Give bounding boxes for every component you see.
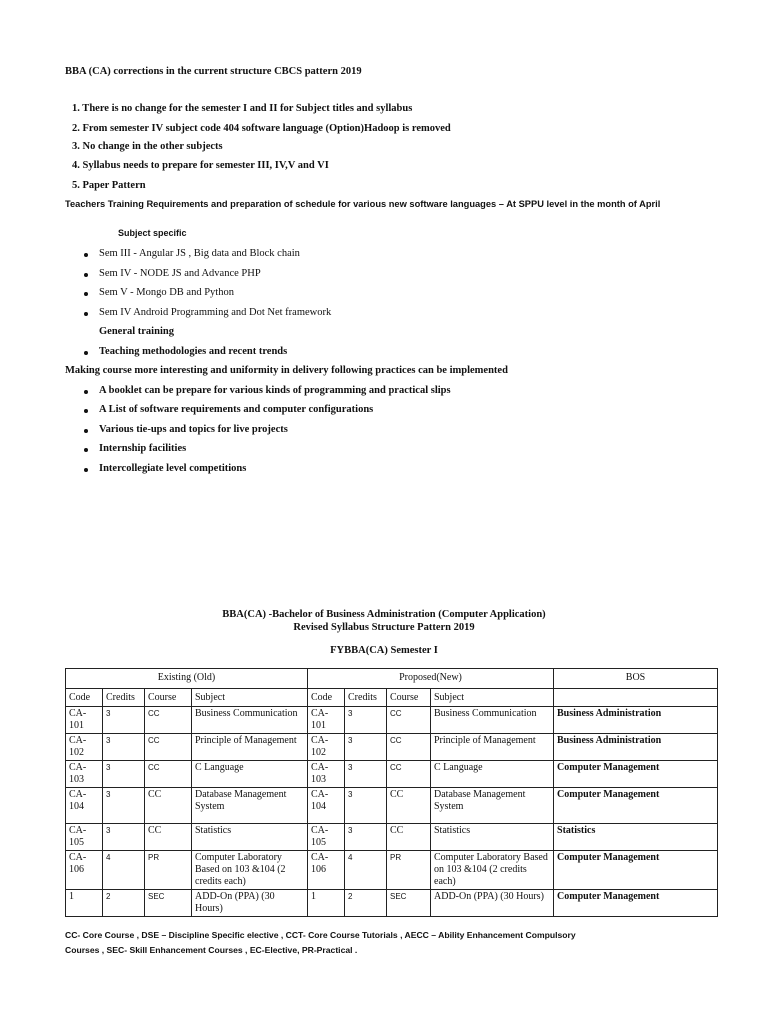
table-row [66,851,718,890]
bullet-icon [84,312,88,316]
cell-code: CA-101 [308,707,345,734]
cell-credits: 3 [345,761,387,788]
cell-credits: 3 [103,707,145,734]
cell-subject: Business Communication [192,707,308,734]
bullet-icon [84,409,88,413]
list-item: Sem IV - NODE JS and Advance PHP [99,268,261,279]
cell-bos: Business Administration [554,734,718,761]
cell-code: CA-102 [66,734,103,761]
numbered-item: 2. From semester IV subject code 404 software language (Option)Hadoop is removed [72,123,451,134]
bullet-icon [84,273,88,277]
cell-bos: Computer Management [554,851,718,890]
cell-code: 1 [308,890,345,917]
cell-bos: Computer Management [554,890,718,917]
list-item: Teaching methodologies and recent trends [99,346,288,357]
cell-bos: Computer Management [554,788,718,824]
group-existing: Existing (Old) [66,669,308,689]
general-training-label: General training [99,326,174,337]
cell-code: CA-104 [66,788,103,824]
table-group-header [66,669,718,689]
numbered-item: 4. Syllabus needs to prepare for semester III, IV,V and VI [72,160,329,171]
cell-course: CC [387,761,431,788]
cell-subject: Principle of Management [192,734,308,761]
list-item: Various tie-ups and topics for live projects [99,424,288,435]
col-bos [554,689,718,707]
cell-credits: 3 [103,788,145,824]
cell-subject: ADD-On (PPA) (30 Hours) [431,890,554,917]
col-credits: Credits [345,689,387,707]
cell-course: SEC [387,890,431,917]
cell-code: CA-103 [308,761,345,788]
cell-credits: 3 [345,788,387,824]
cell-course: CC [145,707,192,734]
cell-course: CC [145,734,192,761]
cell-subject: C Language [431,761,554,788]
cell-course: CC [145,761,192,788]
cell-credits: 2 [103,890,145,917]
footnote-line-1: CC- Core Course , DSE – Discipline Specific elective , CCT- Core Course Tutorials , AECC – Ability Enhancement Compulsory [65,930,576,940]
table-title: BBA(CA) -Bachelor of Business Administration (Computer Application) [222,609,546,620]
col-course: Course [145,689,192,707]
table-row [66,707,718,734]
bullet-icon [84,390,88,394]
cell-code: CA-103 [66,761,103,788]
cell-subject: Computer Laboratory Based on 103 &104 (2 credits each) [431,851,554,890]
table-row [66,890,718,917]
bullet-icon [84,429,88,433]
numbered-item: 3. No change in the other subjects [72,141,223,152]
cell-credits: 2 [345,890,387,917]
syllabus-table [65,668,718,917]
bullet-icon [84,253,88,257]
cell-credits: 3 [345,734,387,761]
cell-code: CA-101 [66,707,103,734]
cell-course: CC [387,788,431,824]
table-row [66,734,718,761]
bullet-icon [84,468,88,472]
table-semester-title: FYBBA(CA) Semester I [330,645,438,656]
col-code: Code [308,689,345,707]
list-item: Internship facilities [99,443,187,454]
col-course: Course [387,689,431,707]
cell-subject: Database Management System [431,788,554,824]
cell-course: PR [387,851,431,890]
cell-credits: 3 [103,761,145,788]
cell-code: CA-105 [66,824,103,851]
subject-specific-label: Subject specific [118,228,187,238]
cell-subject: ADD-On (PPA) (30 Hours) [192,890,308,917]
cell-credits: 4 [103,851,145,890]
col-subject: Subject [192,689,308,707]
cell-bos: Statistics [554,824,718,851]
list-item: A List of software requirements and computer configurations [99,404,374,415]
numbered-item: 5. Paper Pattern [72,180,146,191]
cell-course: CC [387,734,431,761]
cell-credits: 3 [345,707,387,734]
cell-bos: Business Administration [554,707,718,734]
cell-code: CA-106 [308,851,345,890]
cell-credits: 4 [345,851,387,890]
cell-subject: Statistics [431,824,554,851]
cell-subject: Computer Laboratory Based on 103 &104 (2 credits each) [192,851,308,890]
bullet-icon [84,448,88,452]
table-row [66,824,718,851]
footnote-line-2: Courses , SEC- Skill Enhancement Courses , EC-Elective, PR-Practical . [65,945,358,955]
teachers-training-text: Teachers Training Requirements and preparation of schedule for various new software languages – At SPPU level in the month of April [65,199,661,209]
list-item: Sem IV Android Programming and Dot Net framework [99,307,332,318]
cell-course: CC [145,824,192,851]
cell-code: 1 [66,890,103,917]
cell-credits: 3 [103,734,145,761]
list-item: Sem III - Angular JS , Big data and Block chain [99,248,300,259]
document-heading: BBA (CA) corrections in the current structure CBCS pattern 2019 [65,66,362,77]
col-subject: Subject [431,689,554,707]
cell-code: CA-102 [308,734,345,761]
list-item: Intercollegiate level competitions [99,463,247,474]
table-row [66,761,718,788]
bullet-icon [84,351,88,355]
cell-subject: Business Communication [431,707,554,734]
cell-credits: 3 [103,824,145,851]
cell-bos: Computer Management [554,761,718,788]
group-proposed: Proposed(New) [308,669,554,689]
list-item: A booklet can be prepare for various kinds of programming and practical slips [99,385,451,396]
bullet-icon [84,292,88,296]
table-column-header [66,689,718,707]
col-credits: Credits [103,689,145,707]
cell-subject: Database Management System [192,788,308,824]
cell-course: CC [387,707,431,734]
cell-course: PR [145,851,192,890]
col-code: Code [66,689,103,707]
cell-code: CA-106 [66,851,103,890]
cell-subject: Statistics [192,824,308,851]
numbered-item: 1. There is no change for the semester I and II for Subject titles and syllabus [72,103,413,114]
table-subtitle: Revised Syllabus Structure Pattern 2019 [293,622,475,633]
table-row [66,788,718,824]
cell-course: CC [145,788,192,824]
cell-code: CA-104 [308,788,345,824]
cell-course: CC [387,824,431,851]
cell-subject: C Language [192,761,308,788]
cell-subject: Principle of Management [431,734,554,761]
cell-course: SEC [145,890,192,917]
group-bos: BOS [554,669,718,689]
list-item: Sem V - Mongo DB and Python [99,287,234,298]
cell-code: CA-105 [308,824,345,851]
making-course-text: Making course more interesting and uniformity in delivery following practices can be implemented [65,365,508,376]
cell-credits: 3 [345,824,387,851]
